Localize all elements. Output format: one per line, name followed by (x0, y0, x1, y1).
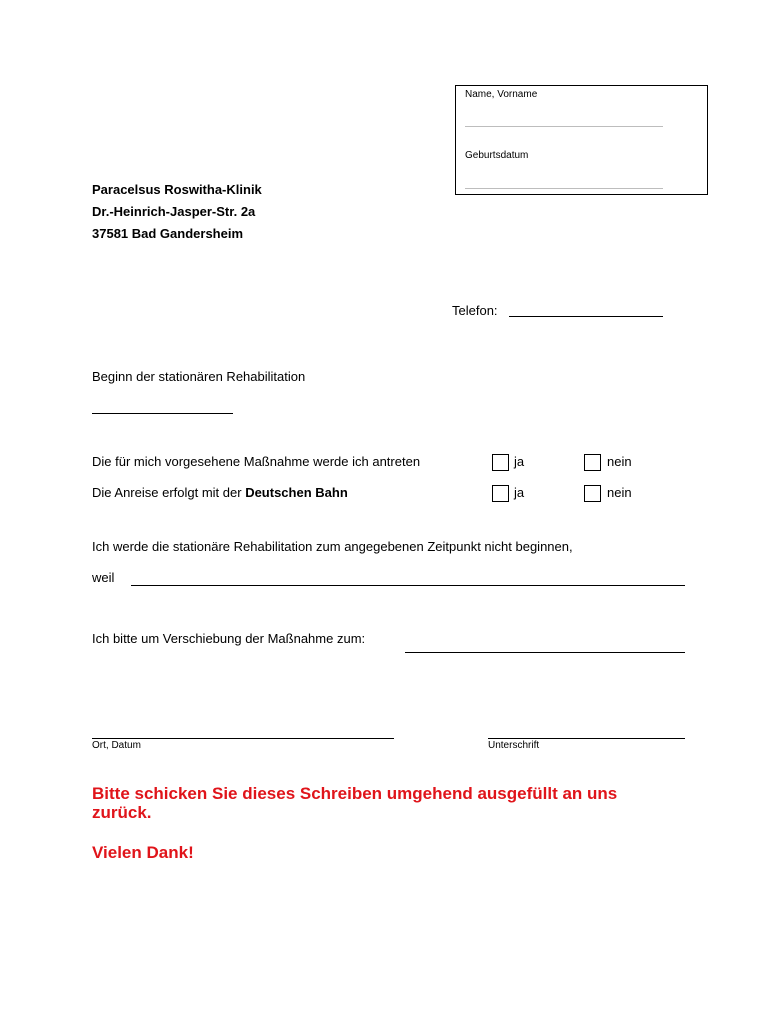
closing-request-line-1: Bitte schicken Sie dieses Schreiben umgehend ausgefüllt an uns (92, 784, 618, 803)
name-field[interactable] (465, 126, 663, 127)
signature-field[interactable] (488, 738, 685, 739)
attend-no-label: nein (607, 454, 632, 469)
place-date-field[interactable] (92, 738, 394, 739)
name-label: Name, Vorname (465, 89, 538, 100)
question-attend-text: Die für mich vorgesehene Maßnahme werde ich antreten (92, 454, 421, 469)
patient-info-box (455, 85, 708, 195)
train-no-checkbox[interactable] (584, 485, 601, 502)
rehab-start-field[interactable] (92, 413, 233, 414)
birthdate-field[interactable] (465, 188, 663, 189)
address-line-3: 37581 Bad Gandersheim (92, 226, 244, 241)
attend-yes-label: ja (514, 454, 525, 469)
because-label: weil (92, 570, 115, 585)
postpone-date-field[interactable] (405, 652, 685, 653)
closing-thanks: Vielen Dank! (92, 843, 194, 862)
closing-request-line-2: zurück. (92, 803, 152, 822)
question-train (92, 485, 348, 501)
question-attend (92, 454, 420, 470)
address-line-1: Paracelsus Roswitha-Klinik (92, 182, 262, 197)
reason-field[interactable] (131, 585, 685, 586)
question-train-bold: Deutschen Bahn (245, 485, 348, 500)
phone-label: Telefon: (452, 303, 498, 318)
attend-no-checkbox[interactable] (584, 454, 601, 471)
rehab-start-label: Beginn der stationären Rehabilitation (92, 369, 306, 384)
closing-request (92, 784, 617, 822)
train-yes-label: ja (514, 485, 525, 500)
train-no-label: nein (607, 485, 632, 500)
postpone-label: Ich bitte um Verschiebung der Maßnahme zum: (92, 631, 366, 646)
attend-yes-checkbox[interactable] (492, 454, 509, 471)
phone-field[interactable] (509, 316, 663, 317)
signature-label: Unterschrift (488, 740, 540, 751)
address-line-2: Dr.-Heinrich-Jasper-Str. 2a (92, 204, 256, 219)
question-train-text: Die Anreise erfolgt mit der (92, 485, 246, 500)
place-date-label: Ort, Datum (92, 740, 141, 751)
birthdate-label: Geburtsdatum (465, 150, 529, 161)
clinic-address (92, 179, 262, 245)
train-yes-checkbox[interactable] (492, 485, 509, 502)
not-starting-text: Ich werde die stationäre Rehabilitation zum angegebenen Zeitpunkt nicht beginnen, (92, 539, 573, 554)
